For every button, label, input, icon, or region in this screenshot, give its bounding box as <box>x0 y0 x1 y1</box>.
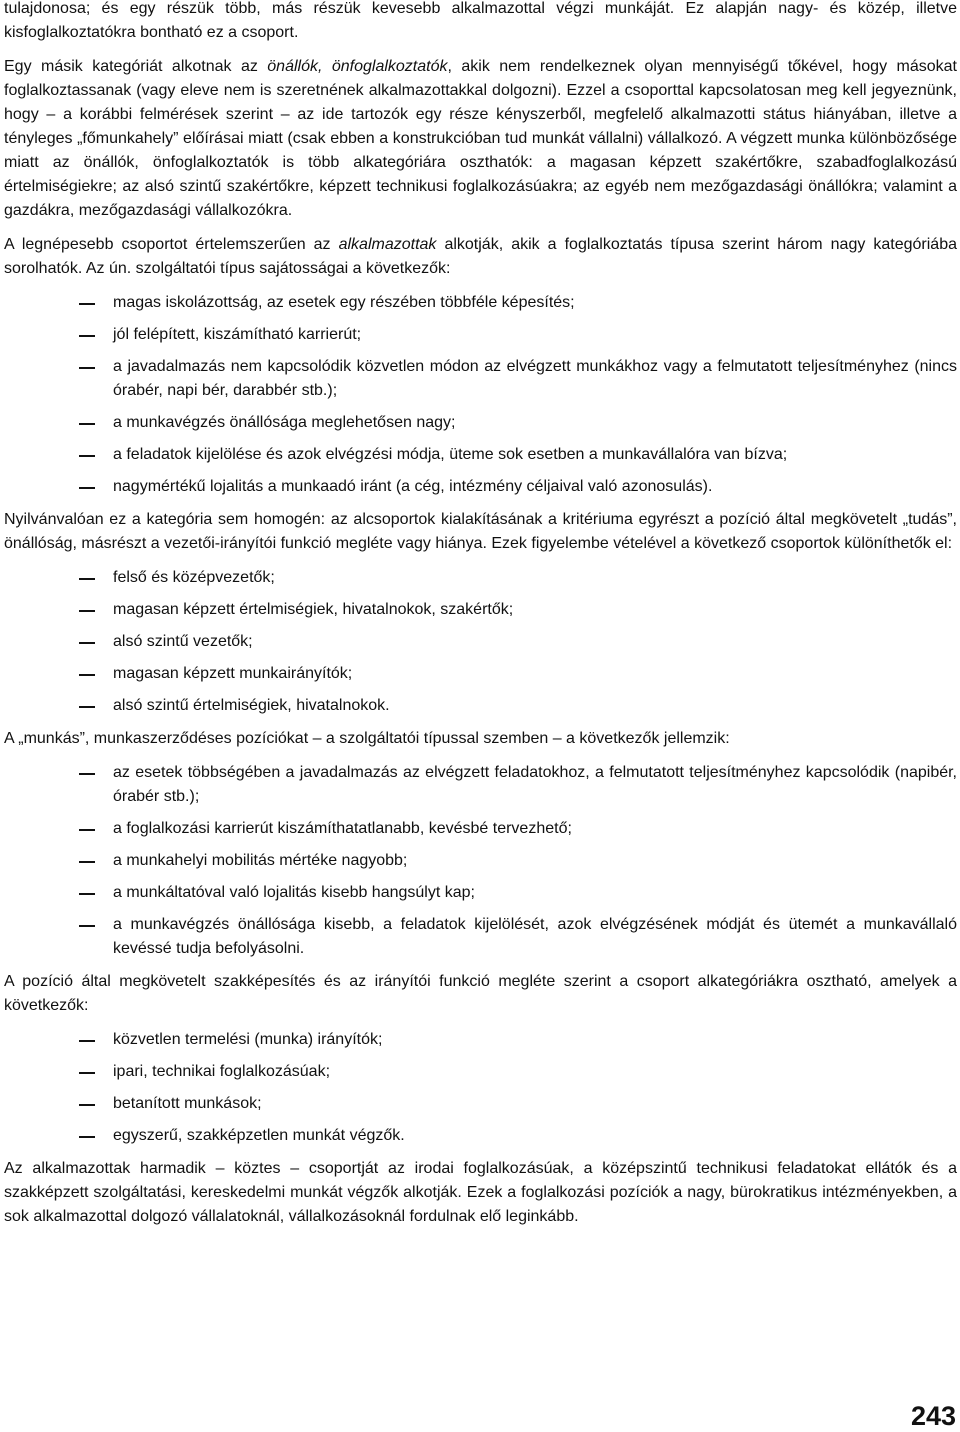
list-item-text: felső és középvezetők; <box>113 569 275 586</box>
list-item <box>4 630 957 654</box>
list-item <box>4 1028 957 1052</box>
paragraph-subgroups: Nyilvánvalóan ez a kategória sem homogén: az alcsoportok kialakításának a kritériuma egyrészt a pozíció által megkövetelt „tudás”, önállóság, másrészt a vezetői-irányítói funkció megléte vagy hiánya. Ezek figyelembe vételével a következő csoportok különíthetők el: <box>4 511 957 552</box>
list-item-text: magas iskolázottság, az esetek egy részében többféle képesítés; <box>113 294 575 311</box>
list-item-text: jól felépített, kiszámítható karrierút; <box>113 326 362 343</box>
paragraph-worker-positions: A „munkás”, munkaszerződéses pozíciókat – a szolgáltatói típussal szemben – a következők jellemzik: <box>4 730 730 747</box>
paragraph-employees <box>4 233 957 281</box>
list-item <box>4 662 957 686</box>
list-item <box>4 475 957 499</box>
page-number: 243 <box>910 1401 956 1431</box>
list-item <box>4 443 957 467</box>
subgroups-list <box>4 566 957 718</box>
list-item-text: az esetek többségében a javadalmazás az elvégzett feladatokhoz, a felmutatott teljesítményhez kapcsolódik (napibér, órabér stb.); <box>113 764 957 805</box>
service-type-traits-list <box>4 291 957 499</box>
list-item <box>4 1060 957 1084</box>
list-item-text: ipari, technikai foglalkozásúak; <box>113 1063 331 1080</box>
list-item-text: alsó szintű értelmiségiek, hivatalnokok. <box>113 697 390 714</box>
list-item-text: betanított munkások; <box>113 1095 262 1112</box>
list-item-text: nagymértékű lojalitás a munkaadó iránt (a cég, intézmény céljaival való azonosulás). <box>113 478 713 495</box>
paragraph-intro-continuation: tulajdonosa; és egy részük több, más részük kevesebb alkalmazottal végzi munkáját. Ez alapján nagy- és közép, illetve kisfoglalkoztatókra bontható ez a csoport. <box>4 0 957 41</box>
list-item-text: a foglalkozási karrierút kiszámíthatatlanabb, kevésbé tervezhető; <box>113 820 572 837</box>
paragraph-text: Egy másik kategóriát alkotnak az <box>4 58 268 75</box>
list-item <box>4 1124 957 1148</box>
emphasis-term: önállók, önfoglalkoztatók <box>267 58 448 75</box>
emphasis-term: alkalmazottak <box>338 236 437 253</box>
list-item <box>4 761 957 809</box>
list-item <box>4 291 957 315</box>
paragraph-self-employed <box>4 55 957 223</box>
list-item <box>4 694 957 718</box>
list-item <box>4 355 957 403</box>
list-item <box>4 913 957 961</box>
document-page <box>4 0 957 1239</box>
list-item-text: magasan képzett munkairányítók; <box>113 665 353 682</box>
list-item-text: magasan képzett értelmiségiek, hivatalnokok, szakértők; <box>113 601 514 618</box>
list-item-text: a munkavégzés önállósága meglehetősen nagy; <box>113 414 456 431</box>
list-item <box>4 411 957 435</box>
paragraph-text: A legnépesebb csoportot értelemszerűen az <box>4 236 339 253</box>
paragraph-intermediate-group: Az alkalmazottak harmadik – köztes – csoportját az irodai foglalkozásúak, a középszintű technikusi feladatokat ellátók és a szakképzett szolgáltatási, kereskedelmi munkát végzők alkotják. Ezek a foglalkozási pozíciók a nagy, bürokratikus intézményekben, a sok alkalmazottal dolgozó vállalatoknál, vállalkozásoknál fordulnak elő leginkább. <box>4 1160 957 1225</box>
list-item-text: közvetlen termelési (munka) irányítók; <box>113 1031 383 1048</box>
list-item <box>4 881 957 905</box>
list-item-text: a munkáltatóval való lojalitás kisebb hangsúlyt kap; <box>113 884 475 901</box>
paragraph-text: , akik nem rendelkeznek olyan mennyiségű tőkével, hogy másokat foglalkoztassanak (vagy eleve nem is szeretnének alkalmazottakkal dolgozni). Ezzel a csoporttal kapcsolatosan meg kell jegyeznünk, hogy – a korábbi felmérések szerint – az ide tartozók egy része kényszerből, megfelelő alkalmazotti státus hiányában, illetve a tényleges „főmunkahely” előírásai miatt (csak ebben a konstrukcióban tud munkát vállalni) vállalkozó. A végzett munka különbözősége miatt az önállók, önfoglalkoztatók is több alkategóriára oszthatók: a magasan képzett szakértőkre, szabadfoglalkozású értelmiségiekre; az alsó szintű szakértőkre, képzett technikusi foglalkozásúakra; az egyéb nem mezőgazdasági önállókra; valamint a gazdákra, mezőgazdasági vállalkozókra. <box>4 58 957 219</box>
list-item <box>4 1092 957 1116</box>
paragraph-worker-subcategories: A pozíció által megkövetelt szakképesítés és az irányítói funkció megléte szerint a csoport alkategóriákra osztható, amelyek a következők: <box>4 973 957 1014</box>
list-item <box>4 598 957 622</box>
list-item <box>4 817 957 841</box>
list-item-text: a munkahelyi mobilitás mértéke nagyobb; <box>113 852 408 869</box>
list-item <box>4 566 957 590</box>
list-item <box>4 849 957 873</box>
list-item-text: alsó szintű vezetők; <box>113 633 253 650</box>
list-item-text: a feladatok kijelölése és azok elvégzési módja, üteme sok esetben a munkavállalóra van bízva; <box>113 446 788 463</box>
list-item-text: a javadalmazás nem kapcsolódik közvetlen módon az elvégzett munkákhoz vagy a felmutatott teljesítményhez (nincs órabér, napi bér, darabbér stb.); <box>113 358 957 399</box>
worker-subcategories-list <box>4 1028 957 1148</box>
list-item-text: a munkavégzés önállósága kisebb, a feladatok kijelölését, azok elvégzésének módját és ütemét a munkavállaló kevéssé tudja befolyásolni. <box>113 916 957 957</box>
list-item-text: egyszerű, szakképzetlen munkát végzők. <box>113 1127 405 1144</box>
list-item <box>4 323 957 347</box>
worker-traits-list <box>4 761 957 961</box>
paragraph-text: alkotják, akik a foglalkoztatás típusa szerint három nagy kategóriába sorolhatók. Az ún. szolgáltatói típus sajátosságai a következők: <box>4 236 958 277</box>
